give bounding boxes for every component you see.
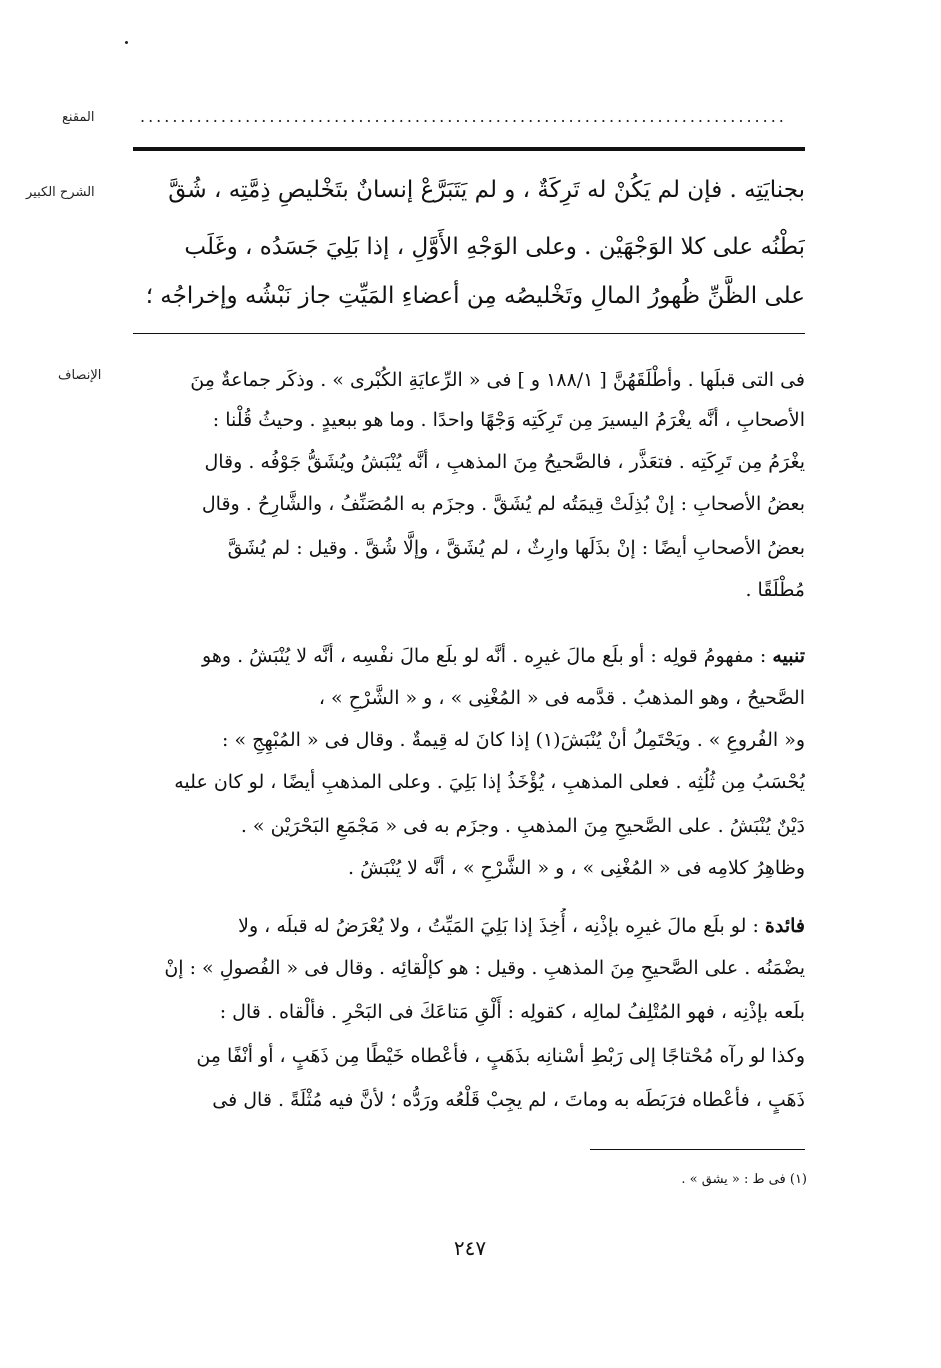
tanbih-line: دَيْنٌ يُنْبَشُ . على الصَّحيحِ مِنَ المذهبِ . وجزَم به فى « مَجْمَعِ البَحْرَيْن » . <box>240 815 805 837</box>
margin-label-sharh: الشرح الكبير <box>26 185 95 200</box>
insaf-line: فى التى قبلَها . وأطْلَقَهُنَّ [ ١٨٨/١ و ] فى « الرِّعايَةِ الكُبْرى » . وذكَر جماعةٌ مِنَ <box>190 369 805 391</box>
tanbih-line: و« الفُروعِ » . ويَحْتَمِلُ أنْ يُنْبَشَ(١) إذا كانَ له قِيمةٌ . وقال فى « المُبْهِجِ » : <box>222 729 805 751</box>
running-title: المقنع <box>62 110 95 125</box>
sharh-line: على الظَّنِّ ظُهورُ المالِ وتَخْليصُه مِن أعضاءِ المَيِّتِ جاز نَبْشُه وإخراجُه ؛ <box>145 283 805 309</box>
header-rule <box>133 147 805 151</box>
sharh-line: بجنايَتِه . فإن لم يَكُنْ له تَرِكَةٌ ، و لم يَتَبَرَّعْ إنسانٌ بتَخْليصِ ذِمَّتِه ، شُقَّ <box>168 177 805 203</box>
stray-mark <box>125 41 128 44</box>
faida-line: وكذا لو رآه مُحْتاجًا إلى رَبْطِ أسْنانِه بذَهَبٍ ، فأعْطاه خَيْطًا مِن ذَهَبٍ ، أو أنْفًا مِن <box>196 1045 805 1067</box>
insaf-line: الأصحابِ ، أنَّه يغْرَمُ اليسيرَ مِن تَرِكَتِه وَجْهًا واحدًا . وما هو ببعيدٍ . وحيثُ قُلْنا : <box>212 409 805 431</box>
tanbih-line: تنبيه : مفهومُ قولِه : أو بلَع مالَ غيرِه . أنَّه لو بلَع مالَ نفْسِه ، أنَّه لا يُنْبَشُ . وهو <box>202 645 805 667</box>
insaf-line: يغْرَمُ مِن تَرِكَتِه . فتعَذَّر ، فالصَّحيحُ مِنَ المذهبِ ، أنَّه يُنْبَشُ ويُشَقُّ جَوْفُه . وقال <box>204 451 805 473</box>
tanbih-label: تنبيه <box>772 645 805 667</box>
insaf-line: مُطْلَقًا . <box>745 579 805 601</box>
tanbih-line: الصَّحيحُ ، وهو المذهبُ . قدَّمه فى « المُغْنِى » ، و « الشَّرْحِ » ، <box>318 687 805 709</box>
faida-line: يضْمَنُه . على الصَّحيحِ مِنَ المذهبِ . وقيل : هو كإلْقائِه . وقال فى « الفُصولِ » : إنْ <box>164 957 805 979</box>
faida-line: ذَهَبٍ ، فأعْطاه فرَبَطَه به وماتَ ، لم يجِبْ قَلْعُه ورَدُّه ؛ لأنَّ فيه مُثْلَةً . قال فى <box>212 1089 805 1111</box>
footnote-rule <box>590 1149 805 1150</box>
insaf-line: بعضُ الأصحابِ أيضًا : إنْ بذَلَها وارِثٌ ، لم يُشَقَّ ، وإلَّا شُقَّ . وقيل : لم يُشَقَّ <box>227 537 805 559</box>
insaf-line: بعضُ الأصحابِ : إنْ بُذِلَتْ قِيمَتُه لم يُشَقَّ . وجزَم به المُصَنِّفُ ، والشَّارِحُ . وقال <box>201 493 805 515</box>
faida-line: بلَعه بإذْنِه ، فهو المُتْلِفُ لمالِه ، كقولِه : أَلْقِ مَتاعَكَ فى البَحْرِ . فألْقاه . قال : <box>219 1001 805 1023</box>
page-number: ٢٤٧ <box>453 1236 487 1260</box>
faida-label: فائدة <box>764 915 805 937</box>
sharh-line: بَطْنُه على كلا الوَجْهَيْن . وعلى الوَجْهِ الأَوَّلِ ، إذا بَلِيَ جَسَدُه ، وغَلَب <box>184 234 805 260</box>
tanbih-line: يُحْسَبُ مِن ثُلُثِه . فعلى المذهبِ ، يُؤْخَذُ إذا بَلِيَ . وعلى المذهبِ أيضًا ، لو كان عليه <box>174 771 805 793</box>
tanbih-line: وظاهِرُ كلامِه فى « المُغْنِى » ، و « الشَّرْحِ » ، أنَّه لا يُنْبَشُ . <box>348 857 805 879</box>
footnote: (١) فى ط : « يشق » . <box>681 1172 807 1187</box>
section-divider <box>133 333 805 334</box>
margin-label-insaf: الإنصاف <box>58 368 102 383</box>
header-dotted-leader: ................................................................................ <box>140 110 787 124</box>
faida-line: فائدة : لو بلَع مالَ غيرِه بإذْنِه ، أُخِذَ إذا بَلِيَ المَيِّتُ ، ولا يُعْرَضُ له قبلَه ، ولا <box>238 915 805 937</box>
